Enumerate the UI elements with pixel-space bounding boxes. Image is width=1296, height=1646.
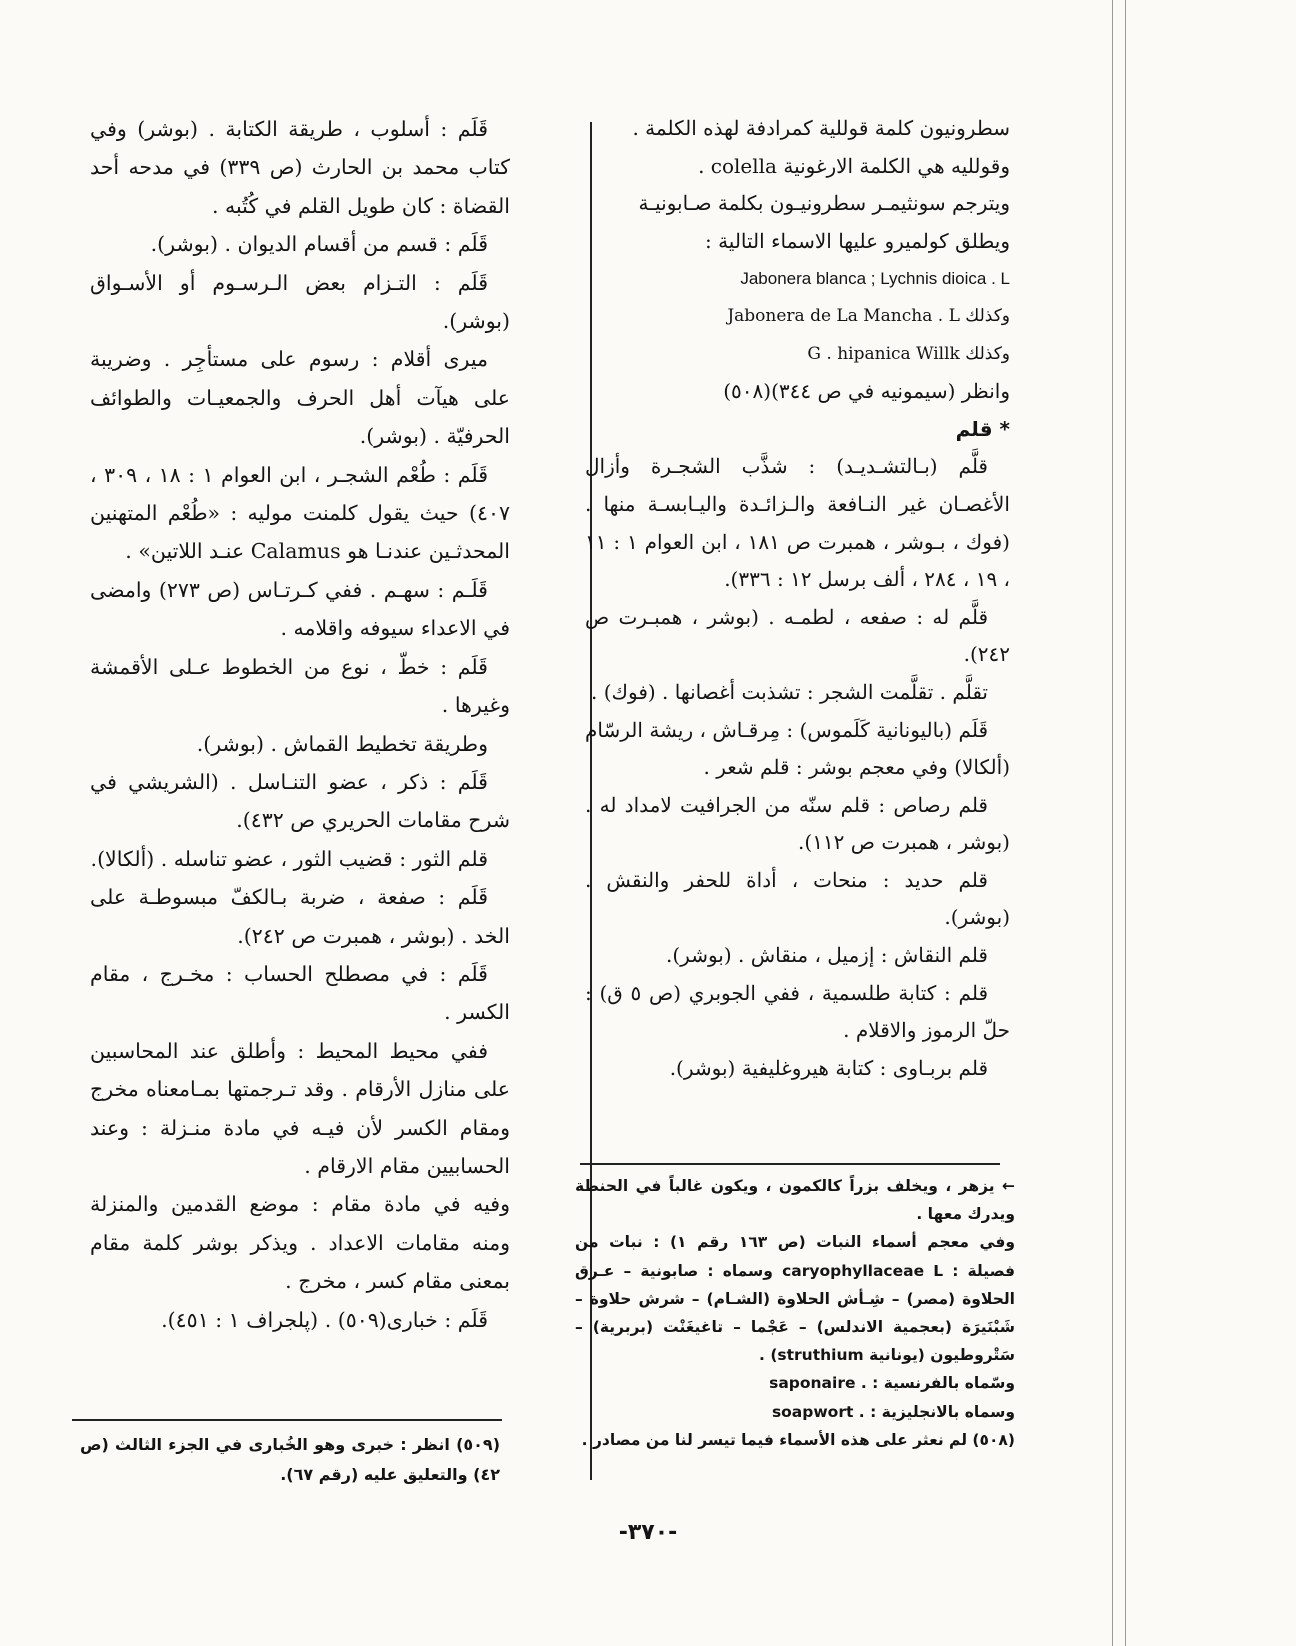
latin-line: وكذلك Jabonera de La Mancha . L [727, 305, 1010, 326]
footnote-line: وفي معجم أسماء النبات (ص ١٦٣ رقم ١) : نبات من فصيلة : caryophyllaceae L وسماه : صابونية – عـرق الحلاوة (مصر) – شِـأش الحلاوة (الشـام) – شرش حلاوة – شَبْنَيرَة (بعجمية الاندلس) – عَجْما – تاغيغَنْت (بربرية) – سَتْروطيون (يونانية struthium) . [575, 1233, 1016, 1365]
paragraph: تقلَّم . تقلَّمت الشجر : تشذبت أغصانها . (فوك) . [590, 679, 988, 704]
paragraph: وطريقة تخطيط القماش . (بوشر). [196, 731, 488, 756]
paragraph: ميرى أقلام : رسوم على مستأجِر . وضريبة على هيآت أهل الحرف والجمعيـات والطوائف الحرفيّة . (بوشر). [90, 347, 510, 449]
paragraph: وقولليه هي الكلمة الارغونية colella . [698, 153, 1010, 178]
paragraph: قَلَم : في مصطلح الحساب : مخـرج ، مقام الكسر . [90, 961, 510, 1025]
page-number: -٣٧٠- [618, 1520, 678, 1545]
paragraph: سطرونيون كلمة قوللية كمرادفة لهذه الكلمة . [632, 116, 1010, 140]
paragraph: قَلَم : طُعْم الشجـر ، ابن العوام ١ : ١٨ ، ٣٠٩ ، ٤٠٧) حيث يقول كلمنت موليه : «طُعْم المتهنين المحدثـين عندنـا هو Calamus عنـد اللاتين» . [90, 462, 510, 564]
footnote-line: ← يزهر ، ويخلف بزراً كالكمون ، ويكون غالباً في الحنطة ويدرك معها . [575, 1177, 1015, 1224]
paragraph: قَلَم : خبارى(٥٠٩) . (پلجراف ١ : ٤٥١). [161, 1307, 488, 1332]
paragraph: قلم الثور : قضيب الثور ، عضو تناسله . (ألكالا). [90, 846, 488, 871]
latin-line: وكذلك G . hipanica Willk [807, 343, 1010, 364]
paragraph: قلَّم له : صفعه ، لطمـه . (بوشر ، همبـرت ص ٢٤٢). [585, 604, 1010, 667]
footnote-rule [580, 1163, 1000, 1165]
paragraph: ويترجم سونثيمـر سطرونيـون بكلمة صـابونيـة [638, 191, 1010, 216]
footnote-line: وسماه بالانجليزية : . soapwort [771, 1402, 1015, 1421]
footnote-rule [72, 1419, 502, 1421]
footnote-509: (٥٠٩) انظر : خبرى وهو الخُبارى في الجزء الثالث (ص ٤٢) والتعليق عليه (رقم ٦٧). [80, 1435, 500, 1484]
paragraph: قلم بربـاوى : كتابة هيروغليفية (بوشر). [669, 1055, 988, 1080]
paragraph: قَلَم : قسم من أقسام الديوان . (بوشر). [150, 232, 488, 257]
paragraph: قلم رصاص : قلم سنّه من الجرافيت لامداد له . (بوشر ، همبرت ص ١١٢). [585, 792, 1010, 855]
scan-edge-line [1125, 0, 1126, 1646]
paragraph: قَلَم : خطّ ، نوع من الخطوط عـلى الأقمشة وغيرها . [90, 654, 510, 718]
paragraph: وانظر (سيمونيه في ص ٣٤٤)(٥٠٨) [723, 379, 1010, 404]
paragraph: قلم حديد : منحات ، أداة للحفر والنقش . (بوشر). [585, 867, 1010, 930]
left-column [90, 110, 510, 1339]
paragraph: قَلَـم : سهـم . ففي كـرتـاس (ص ٢٧٣) وامضى في الاعداء سيوفه واقلامه . [90, 577, 510, 641]
paragraph: قَلَم : أسلوب ، طريقة الكتابة . (بوشر) وفي كتاب محمد بن الحارث (ص ٣٣٩) في مدحه أحد القضاة : كان طويل القلم في كُتُبه . [90, 117, 510, 218]
paragraph: قلم النقاش : إزميل ، منقاش . (بوشر). [666, 943, 988, 968]
footnote-line: وسّماه بالفرنسية : . saponaire [769, 1374, 1015, 1393]
scan-edge-line [1112, 0, 1113, 1646]
entry-heading: * قلم [955, 416, 1010, 441]
paragraph: قَلَم (باليونانية كَلَموس) : مِرقـاش ، ريشة الرسّام (ألكالا) وفي معجم بوشر : قلم شعر . [585, 717, 1010, 780]
paragraph: ويطلق كولميرو عليها الاسماء التالية : [704, 228, 1010, 253]
latin-line: Jabonera blanca ; Lychnis dioica . L [740, 269, 1010, 289]
paragraph: قَلَم : صفعة ، ضربة بـالكفّ مبسوطـة على الخد . (بوشر ، همبرت ص ٢٤٢). [90, 885, 510, 948]
paragraph: قلَّم (بـالتشـديـد) : شذَّب الشجـرة وأزال الأغصـان غير النـافعة والـزائـدة واليـابسـة منها .(فوك ، بـوشر ، همبرت ص ١٨١ ، ابن العوام ١ : ١١ ، ١٩ ، ٢٨٤ ، ألف برسل ١٢ : ٣٣٦). [585, 454, 1010, 592]
paragraph: قَلَم : التـزام بعض الـرسـوم أو الأسـواق (بوشر). [90, 270, 510, 334]
footnotes-left [80, 1430, 500, 1490]
paragraph: ففي محيط المحيط : وأطلق عند المحاسبين على منازل الأرقام . وقد تـرجمتها بمـامعناه مخرج ومقام الكسر لأن فيـه في مادة منـزلة : وعند الحسابيين مقام الارقام . [90, 1038, 510, 1178]
paragraph: قلم : كتابة طلسمية ، ففي الجوبري (ص ٥ ق) : حلّ الرموز والاقلام . [585, 980, 1010, 1043]
paragraph: وفيه في مادة مقام : موضع القدمين والمنزلة ومنه مقامات الاعداد . ويذكر بوشر كلمة مقام بمعنى مقام كسر ، مخرج . [90, 1192, 510, 1294]
right-column [585, 110, 1010, 1087]
footnote-508: (٥٠٨) لم نعثر على هذه الأسماء فيما تيسر لنا من مصادر . [581, 1430, 1015, 1449]
footnotes-right [575, 1172, 1015, 1454]
paragraph: قَلَم : ذكر ، عضو التنـاسل . (الشريشي في شرح مقامات الحريري ص ٤٣٢). [90, 769, 510, 833]
